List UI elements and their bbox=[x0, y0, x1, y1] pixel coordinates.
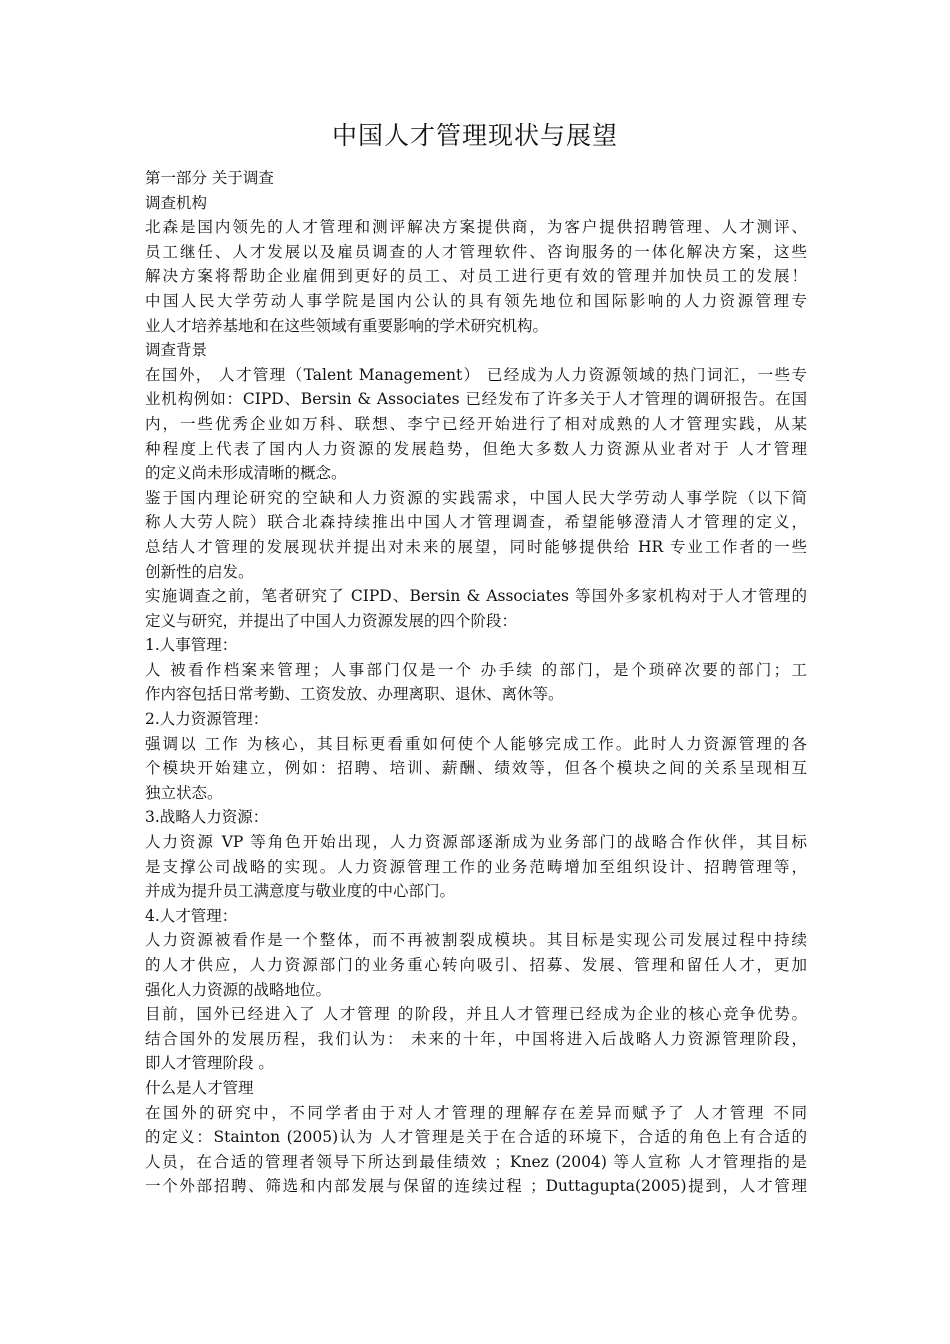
document-title: 中国人才管理现状与展望 bbox=[331, 121, 618, 150]
text-line: 个模块开始建立，例如：招聘、培训、薪酬、绩效等，但各个模块之间的关系呈现相互 bbox=[145, 759, 807, 778]
text-line: 是支撑公司战略的实现。人力资源管理工作的业务范畴增加至组织设计、招聘管理等， bbox=[145, 857, 807, 876]
text-line: 总结人才管理的发展现状并提出对未来的展望，同时能够提供给 HR 专业工作者的一些 bbox=[145, 537, 807, 556]
text-line: 的定义：Stainton (2005)认为 人才管理是关于在合适的环境下，合适的角色上有合适的 bbox=[145, 1128, 807, 1147]
text-line: 人力资源被看作是一个整体，而不再被割裂成模块。其目标是实现公司发展过程中持续 bbox=[145, 931, 807, 950]
text-line: 中国人民大学劳动人事学院是国内公认的具有领先地位和国际影响的人力资源管理专 bbox=[145, 291, 807, 310]
text-line: 称人大劳人院）联合北森持续推出中国人才管理调查，希望能够澄清人才管理的定义， bbox=[145, 513, 807, 532]
text-line: 并成为提升员工满意度与敬业度的中心部门。 bbox=[145, 882, 456, 901]
text-line: 业人才培养基地和在这些领域有重要影响的学术研究机构。 bbox=[145, 316, 549, 335]
text-line: 种程度上代表了国内人力资源的发展趋势，但绝大多数人力资源从业者对于 人才管理 bbox=[145, 439, 807, 458]
document-body bbox=[145, 166, 807, 1199]
text-line: 作内容包括日常考勤、工资发放、办理离职、退休、离休等。 bbox=[145, 685, 564, 704]
text-line: 调查背景 bbox=[145, 341, 208, 360]
text-line: 定义与研究，并提出了中国人力资源发展的四个阶段： bbox=[145, 611, 518, 630]
text-line: 强调以 工作 为核心，其目标更看重如何使个人能够完成工作。此时人力资源管理的各 bbox=[145, 734, 807, 753]
text-line: 1.人事管理： bbox=[145, 636, 238, 655]
text-line: 的定义尚未形成清晰的概念。 bbox=[145, 464, 347, 483]
text-line: 创新性的启发。 bbox=[145, 562, 254, 581]
text-line: 调查机构 bbox=[145, 193, 208, 212]
text-line: 即人才管理阶段 。 bbox=[145, 1054, 274, 1073]
text-line: 强化人力资源的战略地位。 bbox=[145, 980, 332, 999]
text-line: 2.人力资源管理： bbox=[145, 710, 269, 729]
text-line: 什么是人才管理 bbox=[145, 1078, 254, 1097]
text-line: 员工继任、人才发展以及雇员调查的人才管理软件、咨询服务的一体化解决方案，这些 bbox=[145, 242, 807, 261]
text-line: 3.战略人力资源： bbox=[145, 808, 269, 827]
text-line: 业机构例如：CIPD、Bersin & Associates 已经发布了许多关于人才管理的调研报告。在国 bbox=[145, 390, 807, 409]
text-line: 人员，在合适的管理者领导下所达到最佳绩效 ；Knez (2004) 等人宣称 人才管理指的是 bbox=[145, 1152, 807, 1171]
text-line: 实施调查之前，笔者研究了 CIPD、Bersin & Associates 等国外多家机构对于人才管理的 bbox=[145, 587, 807, 606]
text-line: 在国外， 人才管理（Talent Management） 已经成为人力资源领域的热门词汇，一些专 bbox=[145, 365, 807, 384]
text-line: 北森是国内领先的人才管理和测评解决方案提供商，为客户提供招聘管理、人才测评、 bbox=[145, 218, 807, 237]
text-line: 解决方案将帮助企业雇佣到更好的员工、对员工进行更有效的管理并加快员工的发展！ bbox=[145, 267, 807, 286]
text-line: 4.人才管理： bbox=[145, 906, 238, 925]
text-line: 鉴于国内理论研究的空缺和人力资源的实践需求，中国人民大学劳动人事学院（以下简 bbox=[145, 488, 807, 507]
text-line: 人力资源 VP 等角色开始出现，人力资源部逐渐成为业务部门的战略合作伙伴，其目标 bbox=[145, 833, 807, 852]
text-line: 独立状态。 bbox=[145, 783, 223, 802]
text-line: 内，一些优秀企业如万科、联想、李宁已经开始进行了相对成熟的人才管理实践，从某 bbox=[145, 414, 807, 433]
text-line: 人 被看作档案来管理；人事部门仅是一个 办手续 的部门，是个琐碎次要的部门；工 bbox=[145, 660, 807, 679]
text-line: 在国外的研究中，不同学者由于对人才管理的理解存在差异而赋予了 人才管理 不同 bbox=[145, 1103, 807, 1122]
text-line: 结合国外的发展历程，我们认为： 未来的十年，中国将进入后战略人力资源管理阶段， bbox=[145, 1029, 807, 1048]
text-line: 第一部分 关于调查 bbox=[145, 169, 274, 187]
text-line: 的人才供应，人力资源部门的业务重心转向吸引、招募、发展、管理和留任人才，更加 bbox=[145, 956, 807, 974]
text-line: 一个外部招聘、筛选和内部发展与保留的连续过程 ；Duttagupta(2005)提到，人才管理 bbox=[145, 1177, 807, 1196]
text-line: 目前，国外已经进入了 人才管理 的阶段，并且人才管理已经成为企业的核心竞争优势。 bbox=[145, 1005, 807, 1024]
